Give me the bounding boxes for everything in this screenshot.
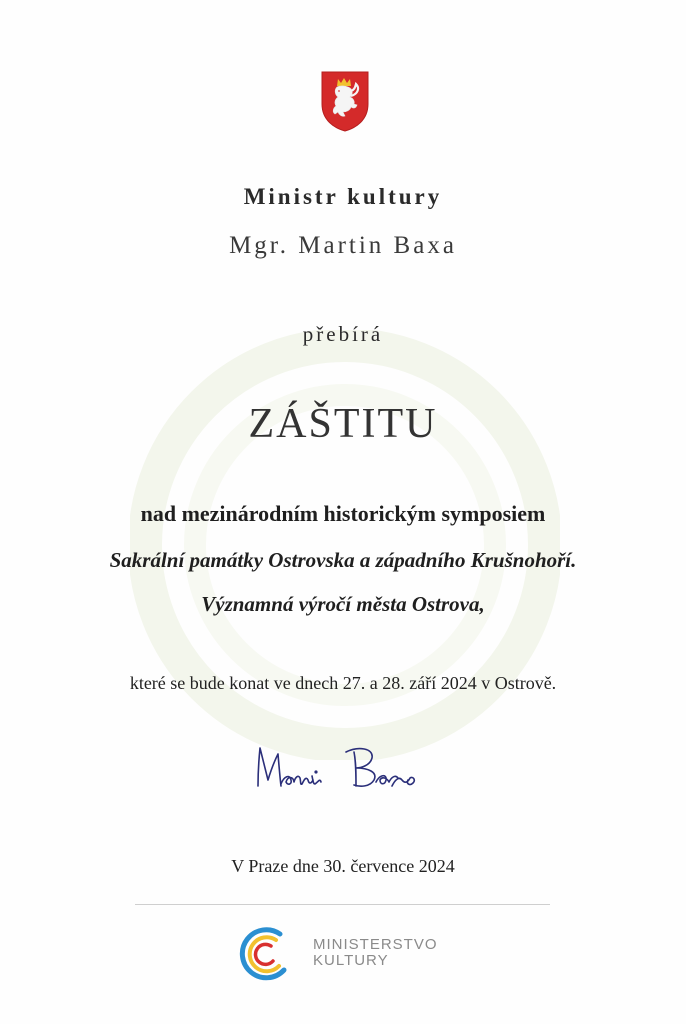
ministry-name-line-1: MINISTERSTVO (313, 936, 438, 953)
takes-over-text: přebírá (302, 322, 384, 346)
ministry-name-line-2: KULTURY (313, 952, 389, 969)
event-intro-text: nad mezinárodním historickým symposiem (140, 501, 546, 526)
patronage-heading: ZÁŠTITU (248, 401, 438, 447)
event-title-line-2: Významná výročí města Ostrova, (201, 592, 485, 616)
footer-divider (135, 904, 550, 905)
signature-image (250, 740, 440, 800)
watermark-icon (130, 330, 560, 760)
minister-name: Mgr. Martin Baxa (229, 232, 457, 259)
czech-coat-of-arms-icon (320, 70, 370, 132)
event-title-line-1: Sakrální památky Ostrovska a západního Krušnohoří. (109, 548, 577, 572)
event-date-text: které se bude konat ve dnech 27. a 28. září 2024 v Ostrově. (129, 673, 557, 693)
minister-title: Ministr kultury (243, 184, 443, 209)
place-date-text: V Praze dne 30. července 2024 (231, 856, 455, 876)
ministry-of-culture-logo-icon (236, 922, 296, 986)
